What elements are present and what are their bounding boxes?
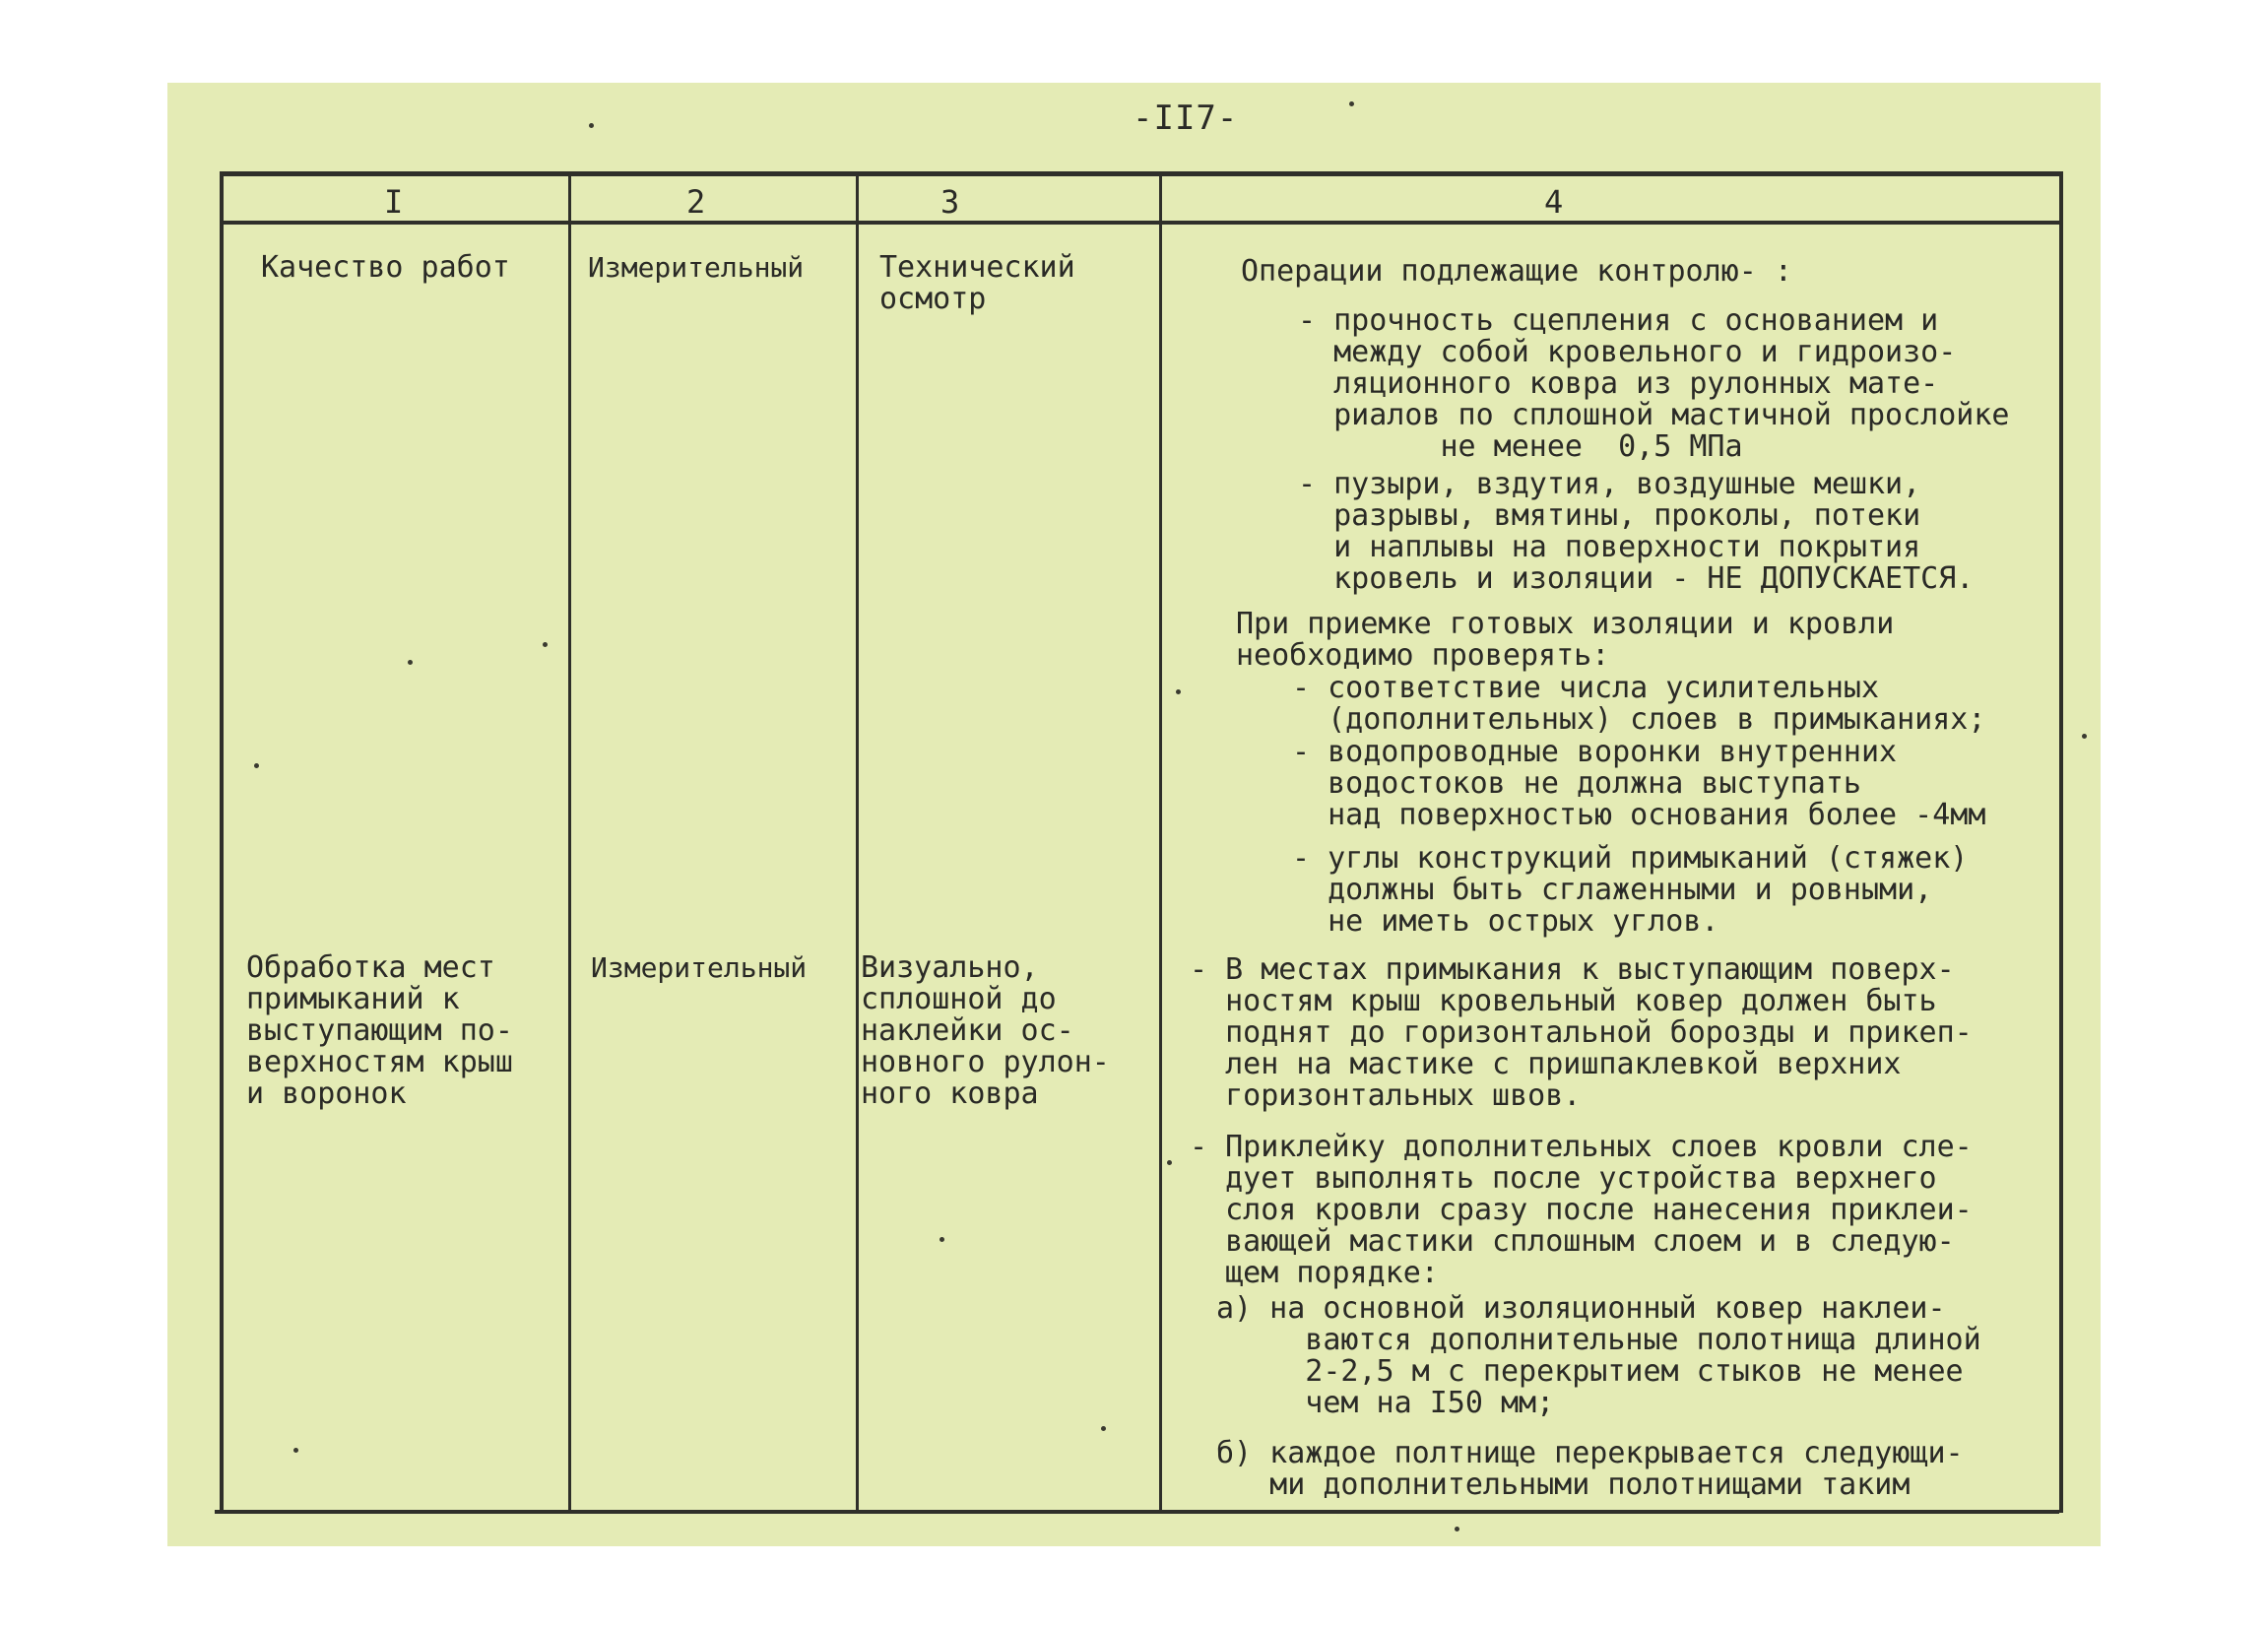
scan-speck: [293, 1448, 298, 1453]
row2-step-a: а) на основной изоляционный ковер наклеи- ваются дополнительные полотнища длиной 2-2,5 м с перекрытием стыков не менее чем на I50 мм;: [1216, 1291, 1981, 1420]
row1-check-item: - углы конструкций примыканий (стяжек) должны быть сглаженными и ровными, не иметь острых углов.: [1292, 841, 1969, 939]
row1-check-item: - соответствие числа усилительных (дополнительных) слоев в примыканиях;: [1292, 671, 1986, 737]
row1-requirement: - пузыри, вздутия, воздушные мешки, разрывы, вмятины, проколы, потеки и наплывы на поверхности покрытия кровель и изоляции - НЕ ДОПУСКАЕТСЯ.: [1298, 467, 1975, 596]
row2-step-b: б) каждое полтнище перекрывается следующи- ми дополнительными полотнищами таким: [1216, 1436, 1964, 1502]
scan-speck: [940, 1237, 944, 1242]
row2-instruction: - В местах примыкания к выступающим поверх- ностям крыш кровельный ковер должен быть поднят до горизонтальной борозды и прикеп- лен на мастике с пришпаклевкой верхних горизонтальных швов.: [1190, 952, 1973, 1113]
row1-operations-intro: Операции подлежащие контролю- :: [1241, 254, 1792, 289]
scan-speck: [408, 660, 413, 665]
row1-work-type: Качество работ: [261, 250, 510, 285]
table-bottom-border: [215, 1510, 2059, 1514]
scan-speck: [543, 642, 548, 647]
row1-control-method: Измерительный: [588, 251, 805, 284]
column-divider-2: [856, 171, 859, 1513]
row1-inspection-type: Технический осмотр: [879, 250, 1075, 316]
header-col-4: 4: [1544, 183, 1564, 221]
row2-inspection-type: Визуально, сплошной до наклейки ос- новного рулон- ного ковра: [861, 950, 1110, 1111]
scan-speck: [1167, 1160, 1172, 1165]
row1-check-item: - водопроводные воронки внутренних водостоков не должна выступать над поверхностью основания более -4мм: [1292, 735, 1986, 832]
table-top-border: [222, 171, 2063, 176]
row2-instruction: - Приклейку дополнительных слоев кровли сле- дует выполнять после устройства верхнего слоя кровли сразу после нанесения приклеи- вающей мастики сплошным слоем и в следую- щем порядке:: [1190, 1130, 1973, 1290]
scan-speck: [1349, 101, 1354, 106]
row2-work-type: Обработка мест примыканий к выступающим по- верхностям крыш и воронок: [246, 950, 513, 1111]
scan-speck: [2082, 734, 2087, 739]
scan-speck: [1101, 1426, 1106, 1431]
scan-speck: [254, 763, 259, 768]
scan-speck: [1455, 1527, 1459, 1531]
table-right-border: [2059, 171, 2063, 1513]
row1-requirement: - прочность сцепления с основанием и между собой кровельного и гидроизо- ляционного ковра из рулонных мате- риалов по сплошной мастичной прослойке не менее 0,5 МПа: [1298, 303, 2010, 464]
header-col-1: I: [384, 183, 404, 221]
header-col-3: 3: [940, 183, 960, 221]
scan-speck: [589, 123, 594, 128]
header-col-2: 2: [686, 183, 706, 221]
scan-speck: [1176, 689, 1181, 694]
column-divider-3: [1159, 171, 1162, 1513]
column-divider-1: [568, 171, 571, 1513]
header-bottom-border: [222, 221, 2063, 225]
table-left-border: [220, 171, 224, 1513]
page-number: -II7-: [1133, 98, 1239, 138]
row2-control-method: Измерительный: [591, 951, 808, 984]
row1-check-intro: При приемке готовых изоляции и кровли необходимо проверять:: [1236, 607, 1895, 673]
